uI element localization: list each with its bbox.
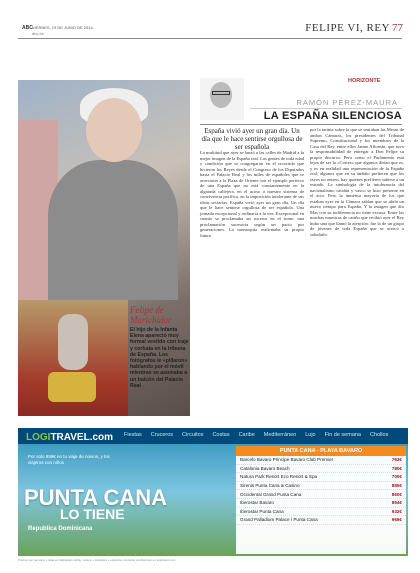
hotel-price: 700€ [391, 474, 402, 480]
ad-footer: Precios por persona y viaje en habitación doble, vuelos + traslados + estancia. Consulte condiciones en logitravel.com [18, 558, 176, 562]
ad-nav-item[interactable]: Chollos [370, 432, 389, 438]
hotel-name: Occidental Grand Punta Cana [240, 491, 302, 497]
ad-nav [124, 432, 388, 438]
caption-body: El hijo de la Infanta Elena apareció muy formal vestido con traje y corbata en la tribuna de España. Los fotógrafos le «pillaron» hablando por el móvil mientras se asomaba a un balcón del Palacio Real [130, 327, 189, 389]
hotel-price: 932€ [391, 508, 402, 514]
ad-topbar [18, 428, 408, 444]
hotel-row[interactable] [236, 490, 406, 499]
ad-nav-item[interactable]: Mediterráneo [263, 432, 297, 438]
photo-figure-body [48, 160, 178, 300]
ad-nav-item[interactable]: Caribe [238, 432, 255, 438]
hotel-row[interactable] [236, 516, 406, 525]
ad-nav-item[interactable]: Circuitos [182, 432, 204, 438]
hotel-row[interactable] [236, 473, 406, 482]
hotel-price: 885€ [391, 483, 402, 489]
header-divider [18, 38, 402, 39]
title-divider [200, 124, 402, 125]
ad-headline: PUNTA CANA [24, 485, 167, 510]
hotel-price: 860€ [391, 491, 402, 497]
ad-nav-item[interactable]: Cruceros [150, 432, 174, 438]
column-author: RAMÓN PÉREZ-MAURA [296, 98, 398, 107]
photo-caption [130, 305, 192, 389]
inset-figure [58, 314, 88, 370]
author-portrait [200, 78, 244, 120]
page-number: 77 [392, 22, 403, 34]
publication-name: ABC [22, 25, 33, 31]
hotel-name: Grand Palladium Palace / Punta Cana [240, 517, 318, 523]
issue-date: VIERNES, 19 DE JUNIO DE 2014 [32, 25, 93, 30]
section-title: FELIPE VI, REY [305, 22, 390, 34]
hotel-name: Natura Park Resort Eco Resort & Spa [240, 474, 318, 480]
ad-logo[interactable] [26, 432, 113, 443]
logitravel-ad[interactable] [18, 428, 408, 556]
hotel-row[interactable] [236, 465, 406, 474]
column-title: LA ESPAÑA SILENCIOSA [263, 110, 402, 122]
hotel-price-panel [236, 446, 406, 554]
hotel-row[interactable] [236, 508, 406, 517]
column-lead: España vivió ayer un gran día. Un día que le hace sentirse orgullosa de ser española [201, 127, 303, 151]
column-text-2: por la tarima sobre la que se sentaban las Mesas de ambas Cámaras, los presidentes del Tribunal Supremo, Constitucional y los miembros de la Casa del Rey, entre ellos Jaime Alfonsín, que tuvo la responsabilidad de entregar a Don Felipe su propio discurso. Pero como el Parlamento está lejos de ser la «Cortes» que algunos dirían que es, y es en realidad una representación de la España real, algunos que en su ámbito prefieren que los rayos no entren, hay quienes prefieren subirse a un estrado. La simbología de la intolerancia del nacionalismo catalán y vasco se hizo presente en el acto. Pero la inmensa mayoría de los que estaban ayer en la Cámara sabían que se abría un nuevo tiempo para España. Y la imagen que dio Mas con su indiferencia no tiene excusa. Entre las muchas muestras de cariño que recibió ayer el Rey hubo una que llamó la atención: fue la de un grupo de jóvenes de toda España que se acercó a saludarlo. [310, 127, 404, 237]
hotel-row[interactable] [236, 456, 406, 465]
page-header [0, 0, 420, 40]
photo-figure-face [86, 98, 142, 162]
ad-headline-2: LO TIENE [60, 506, 125, 522]
ad-tagline: Por solo 999€ en tu viaje de novios, y los viajeros con niños [28, 454, 110, 465]
ad-logo-a: LOGI [26, 432, 51, 443]
ad-nav-item[interactable]: Lujo [305, 432, 316, 438]
edition-label: abc.es [32, 31, 44, 36]
hotel-price: 780€ [391, 465, 402, 471]
ad-logo-b: TRAVEL.com [50, 432, 114, 443]
hotel-price: 763€ [391, 457, 402, 463]
hotel-name: Iberostar Bavaro [240, 500, 274, 506]
balcony-crest [48, 372, 96, 402]
portrait-head [210, 82, 232, 108]
hotel-row[interactable] [236, 499, 406, 508]
portrait-glasses [212, 91, 230, 95]
ad-destination: Republica Dominicana [28, 526, 93, 532]
ad-nav-item[interactable]: Fin de semana [324, 432, 361, 438]
hotel-row[interactable] [236, 482, 406, 491]
panel-title: PUNTA CANA - PLAYA BAVARO [236, 446, 406, 456]
column-label: HORIZONTE [348, 78, 381, 84]
hotel-price: 894€ [391, 500, 402, 506]
hotel-name: Catalonia Bavaro Beach [240, 465, 290, 471]
ad-nav-item[interactable]: Costas [212, 432, 230, 438]
author-divider [250, 108, 402, 109]
inset-photo [18, 300, 128, 416]
ad-nav-item[interactable]: Fiestas [124, 432, 142, 438]
hotel-name: Iberostar Punta Cana [240, 508, 284, 514]
hotel-name: Barcelo Bavaro Principe Bavaro Club Premier [240, 457, 334, 463]
caption-title: Felipe de Marichalar [130, 305, 172, 325]
hotel-price: 966€ [391, 517, 402, 523]
hotel-name: Sirenis Punta Cana & Casino [240, 483, 300, 489]
column-text-1: La multitud que ayer se lanzó a las calles de Madrid a la mejor imagen de la España real. Las gentes de toda edad y condición que se congregaron en el recorrido que hicieron los Reyes desde el Congreso de los Diputados hasta el Palacio Real y los miles de españoles que se acercaron a la Plaza de Oriente son el ejemplo perfecto de una España que no está constantemente en la algarada callejera, en el acoso a nuestro sistema de convivencia pacífica, en la imposición intolerante de sus ideas sectarias. España vivió ayer un gran día. Un día que le hace sentirse orgullosa de ser española. Una jornada excepcional y ordinaria a la vez. Excepcional en cuanto se proclamaba un sucesor en el trono, una proclamación sucesoria según un pacto por generaciones. La monarquía reafirmaba su propio futuro. [200, 150, 304, 238]
